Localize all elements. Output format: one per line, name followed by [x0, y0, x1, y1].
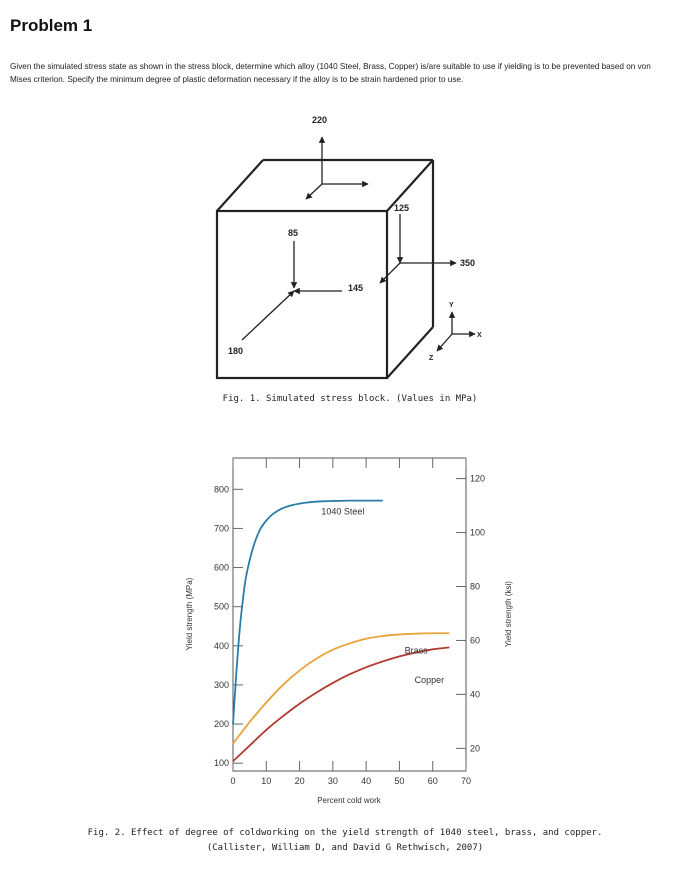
series-label-brass: Brass — [404, 645, 428, 656]
y-right-tick-label: 100 — [470, 527, 486, 538]
label-125: 125 — [394, 203, 410, 213]
label-85: 85 — [288, 228, 299, 238]
x-tick-label: 70 — [460, 776, 472, 786]
label-180: 180 — [228, 346, 244, 356]
y-tick-label: 800 — [213, 484, 229, 495]
y-tick-label: 100 — [213, 758, 229, 769]
y-tick-label: 200 — [213, 719, 229, 730]
plot-area — [233, 458, 466, 771]
figure-2-caption — [40, 826, 650, 856]
label-350: 350 — [460, 258, 476, 268]
y-right-tick-label: 40 — [470, 689, 481, 700]
y-tick-label: 400 — [213, 640, 229, 651]
series-label-1040-steel: 1040 Steel — [321, 506, 365, 517]
x-tick-label: 40 — [361, 776, 372, 786]
figure-2-caption-line-2: (Callister, William D, and David G Rethwisch, 2007) — [206, 843, 484, 853]
x-tick-label: 20 — [294, 776, 305, 786]
y-right-tick-label: 120 — [470, 473, 486, 484]
axis-label-z: Z — [429, 355, 434, 362]
label-220: 220 — [312, 115, 328, 125]
series-label-copper: Copper — [414, 674, 445, 685]
y-axis-title-left: Yield strength (MPa) — [185, 577, 194, 651]
y-tick-label: 500 — [213, 601, 229, 612]
y-right-tick-label: 80 — [470, 581, 481, 592]
label-145: 145 — [348, 283, 364, 293]
y-tick-label: 700 — [213, 523, 229, 534]
x-axis-title: Percent cold work — [317, 796, 381, 805]
figure-1-caption: Fig. 1. Simulated stress block. (Values in MPa) — [222, 394, 478, 404]
x-tick-label: 60 — [427, 776, 438, 786]
y-right-tick-label: 20 — [470, 743, 481, 754]
series-line-1040-steel — [233, 501, 383, 724]
y-tick-label: 300 — [213, 679, 229, 690]
y-right-tick-label: 60 — [470, 635, 481, 646]
x-tick-label: 50 — [394, 776, 405, 786]
problem-statement: Given the simulated stress state as shown in the stress block, determine which alloy (1040 Steel, Brass, Copper) is/are suitable to use if yielding is to be prevented based on von Mises criterion. Specify the minimum degree of plastic deformation necessary if the alloy is to be strain hardened prior to use. — [10, 62, 651, 84]
problem-title: Problem 1 — [10, 16, 93, 35]
y-tick-label: 600 — [213, 562, 229, 573]
x-tick-label: 0 — [230, 776, 236, 786]
axis-label-x: X — [477, 332, 482, 339]
x-tick-label: 10 — [261, 776, 272, 786]
axis-label-y: Y — [449, 302, 454, 309]
figure-2-caption-line-1: Fig. 2. Effect of degree of coldworking on the yield strength of 1040 steel, brass, and copper. — [87, 828, 603, 838]
y-axis-title-right: Yield strength (ksi) — [504, 581, 513, 647]
x-tick-label: 30 — [327, 776, 338, 786]
